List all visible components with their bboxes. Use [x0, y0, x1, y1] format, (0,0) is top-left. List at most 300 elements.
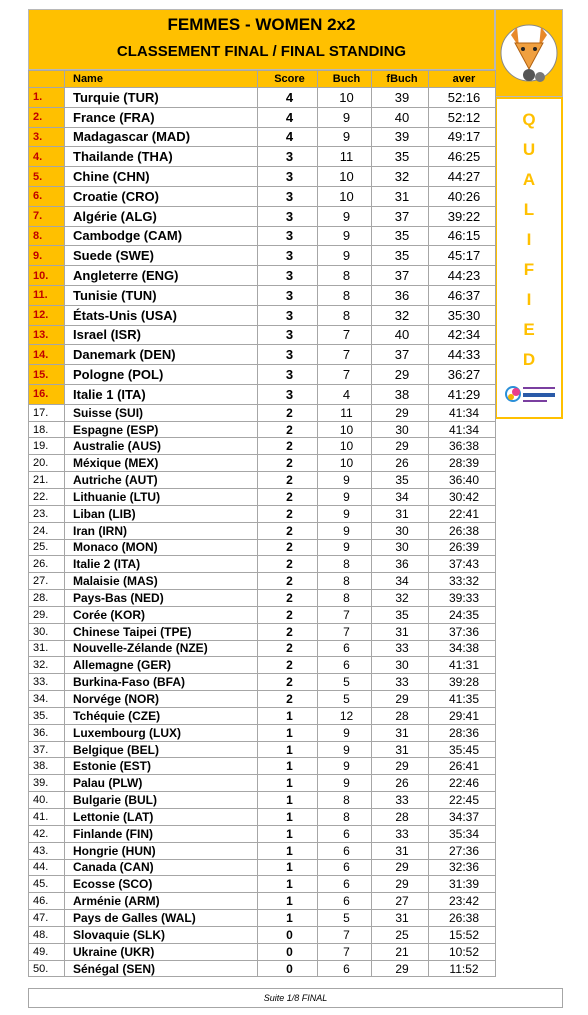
team-name: États-Unis (USA)	[65, 305, 258, 325]
buch-cell: 6	[318, 960, 372, 977]
fbuch-cell: 36	[372, 285, 429, 305]
score-cell: 3	[258, 365, 318, 385]
score-cell: 1	[258, 842, 318, 859]
buch-cell: 7	[318, 623, 372, 640]
buch-cell: 9	[318, 505, 372, 522]
buch-cell: 5	[318, 691, 372, 708]
table-row	[29, 657, 496, 674]
fbuch-cell: 33	[372, 825, 429, 842]
rank-cell: 20.	[29, 455, 65, 472]
table-row	[29, 556, 496, 573]
score-cell: 4	[258, 88, 318, 108]
rank-cell: 42.	[29, 825, 65, 842]
table-row	[29, 640, 496, 657]
team-name: Finlande (FIN)	[65, 825, 258, 842]
score-cell: 1	[258, 792, 318, 809]
aver-cell: 26:41	[429, 758, 496, 775]
rank-cell: 11.	[29, 285, 65, 305]
aver-header: aver	[429, 71, 496, 88]
aver-cell: 26:38	[429, 522, 496, 539]
table-row	[29, 455, 496, 472]
buch-cell: 9	[318, 724, 372, 741]
table-row	[29, 285, 496, 305]
aver-cell: 36:40	[429, 472, 496, 489]
score-cell: 1	[258, 741, 318, 758]
score-cell: 2	[258, 657, 318, 674]
score-cell: 4	[258, 107, 318, 127]
fbuch-cell: 29	[372, 876, 429, 893]
fbuch-cell: 37	[372, 345, 429, 365]
buch-cell: 9	[318, 246, 372, 266]
rank-cell: 45.	[29, 876, 65, 893]
team-name: Turquie (TUR)	[65, 88, 258, 108]
team-name: Hongrie (HUN)	[65, 842, 258, 859]
buch-cell: 8	[318, 590, 372, 607]
team-name: Suisse (SUI)	[65, 404, 258, 421]
table-row	[29, 127, 496, 147]
fbuch-cell: 30	[372, 539, 429, 556]
aver-cell: 44:23	[429, 266, 496, 286]
team-name: Canada (CAN)	[65, 859, 258, 876]
fbuch-cell: 29	[372, 960, 429, 977]
rank-cell: 33.	[29, 674, 65, 691]
title-banner	[28, 9, 495, 70]
score-cell: 0	[258, 943, 318, 960]
rank-cell: 2.	[29, 107, 65, 127]
rank-cell: 18.	[29, 421, 65, 438]
rank-cell: 29.	[29, 606, 65, 623]
rank-cell: 15.	[29, 365, 65, 385]
team-name: Slovaquie (SLK)	[65, 926, 258, 943]
buch-cell: 9	[318, 741, 372, 758]
score-cell: 3	[258, 384, 318, 404]
team-name: Norvége (NOR)	[65, 691, 258, 708]
aver-cell: 36:38	[429, 438, 496, 455]
page-subtitle: CLASSEMENT FINAL / FINAL STANDING	[116, 43, 407, 60]
page-title: FEMMES - WOMEN 2x2	[167, 15, 356, 34]
qualified-panel	[495, 97, 563, 419]
rank-header	[29, 71, 65, 88]
table-row	[29, 674, 496, 691]
team-name: Sénégal (SEN)	[65, 960, 258, 977]
footer-note: Suite 1/8 FINAL	[28, 988, 563, 1008]
aver-cell: 34:38	[429, 640, 496, 657]
score-cell: 0	[258, 926, 318, 943]
score-cell: 2	[258, 488, 318, 505]
team-name: Croatie (CRO)	[65, 186, 258, 206]
fbuch-cell: 35	[372, 226, 429, 246]
table-row	[29, 573, 496, 590]
table-row	[29, 539, 496, 556]
team-name: Algérie (ALG)	[65, 206, 258, 226]
aver-cell: 27:36	[429, 842, 496, 859]
rank-cell: 43.	[29, 842, 65, 859]
rank-cell: 26.	[29, 556, 65, 573]
rank-cell: 16.	[29, 384, 65, 404]
team-name: Iran (IRN)	[65, 522, 258, 539]
table-row	[29, 809, 496, 826]
buch-cell: 8	[318, 285, 372, 305]
standings-body	[29, 88, 496, 977]
table-row	[29, 266, 496, 286]
rank-cell: 39.	[29, 775, 65, 792]
rank-cell: 50.	[29, 960, 65, 977]
aver-cell: 35:30	[429, 305, 496, 325]
rank-cell: 23.	[29, 505, 65, 522]
buch-cell: 6	[318, 876, 372, 893]
rank-cell: 41.	[29, 809, 65, 826]
team-name: Méxique (MEX)	[65, 455, 258, 472]
table-row	[29, 206, 496, 226]
buch-cell: 12	[318, 707, 372, 724]
aver-cell: 34:37	[429, 809, 496, 826]
score-cell: 2	[258, 438, 318, 455]
aver-cell: 23:42	[429, 893, 496, 910]
score-cell: 1	[258, 910, 318, 927]
team-name: Ukraine (UKR)	[65, 943, 258, 960]
aver-cell: 29:41	[429, 707, 496, 724]
fbuch-cell: 31	[372, 910, 429, 927]
fbuch-cell: 40	[372, 325, 429, 345]
buch-cell: 9	[318, 206, 372, 226]
fbuch-cell: 31	[372, 842, 429, 859]
fbuch-cell: 31	[372, 186, 429, 206]
fbuch-header: fBuch	[372, 71, 429, 88]
aver-cell: 41:34	[429, 421, 496, 438]
table-row	[29, 724, 496, 741]
score-cell: 3	[258, 167, 318, 187]
score-cell: 2	[258, 472, 318, 489]
table-row	[29, 691, 496, 708]
fbuch-cell: 39	[372, 127, 429, 147]
team-name: Nouvelle-Zélande (NZE)	[65, 640, 258, 657]
aver-cell: 44:27	[429, 167, 496, 187]
score-cell: 2	[258, 590, 318, 607]
team-name: Liban (LIB)	[65, 505, 258, 522]
aver-cell: 41:34	[429, 404, 496, 421]
buch-cell: 7	[318, 365, 372, 385]
fbuch-cell: 30	[372, 657, 429, 674]
score-cell: 2	[258, 623, 318, 640]
buch-cell: 7	[318, 345, 372, 365]
rank-cell: 24.	[29, 522, 65, 539]
score-cell: 2	[258, 640, 318, 657]
aver-cell: 39:33	[429, 590, 496, 607]
buch-cell: 8	[318, 573, 372, 590]
rank-cell: 30.	[29, 623, 65, 640]
team-name: Australie (AUS)	[65, 438, 258, 455]
team-name: Chine (CHN)	[65, 167, 258, 187]
score-cell: 2	[258, 421, 318, 438]
buch-cell: 11	[318, 147, 372, 167]
rank-cell: 49.	[29, 943, 65, 960]
buch-cell: 10	[318, 438, 372, 455]
team-name: Lettonie (LAT)	[65, 809, 258, 826]
buch-cell: 8	[318, 305, 372, 325]
fbuch-cell: 34	[372, 573, 429, 590]
buch-cell: 8	[318, 809, 372, 826]
aver-cell: 33:32	[429, 573, 496, 590]
score-cell: 3	[258, 325, 318, 345]
aver-cell: 26:39	[429, 539, 496, 556]
fbuch-cell: 28	[372, 707, 429, 724]
table-header-row	[29, 71, 496, 88]
score-cell: 3	[258, 186, 318, 206]
name-header: Name	[65, 71, 258, 88]
table-row	[29, 775, 496, 792]
aver-cell: 22:46	[429, 775, 496, 792]
rank-cell: 3.	[29, 127, 65, 147]
score-cell: 1	[258, 758, 318, 775]
team-name: Pologne (POL)	[65, 365, 258, 385]
rank-cell: 22.	[29, 488, 65, 505]
table-row	[29, 606, 496, 623]
team-name: Estonie (EST)	[65, 758, 258, 775]
buch-cell: 4	[318, 384, 372, 404]
table-row	[29, 472, 496, 489]
table-row	[29, 792, 496, 809]
rank-cell: 12.	[29, 305, 65, 325]
buch-cell: 8	[318, 266, 372, 286]
fbuch-cell: 29	[372, 365, 429, 385]
aver-cell: 46:37	[429, 285, 496, 305]
table-row	[29, 859, 496, 876]
fbuch-cell: 38	[372, 384, 429, 404]
aver-cell: 28:39	[429, 455, 496, 472]
team-name: Lithuanie (LTU)	[65, 488, 258, 505]
buch-cell: 5	[318, 910, 372, 927]
buch-cell: 9	[318, 107, 372, 127]
score-cell: 2	[258, 691, 318, 708]
score-cell: 2	[258, 573, 318, 590]
score-cell: 2	[258, 539, 318, 556]
score-cell: 4	[258, 127, 318, 147]
fbuch-cell: 25	[372, 926, 429, 943]
buch-cell: 10	[318, 88, 372, 108]
fbuch-cell: 33	[372, 792, 429, 809]
rank-cell: 38.	[29, 758, 65, 775]
aver-cell: 35:45	[429, 741, 496, 758]
team-name: Burkina-Faso (BFA)	[65, 674, 258, 691]
score-cell: 1	[258, 893, 318, 910]
score-cell: 3	[258, 246, 318, 266]
fbuch-cell: 26	[372, 775, 429, 792]
table-row	[29, 438, 496, 455]
buch-cell: 9	[318, 539, 372, 556]
team-name: Corée (KOR)	[65, 606, 258, 623]
aver-cell: 39:22	[429, 206, 496, 226]
aver-cell: 32:36	[429, 859, 496, 876]
score-cell: 3	[258, 285, 318, 305]
buch-cell: 6	[318, 640, 372, 657]
team-name: Danemark (DEN)	[65, 345, 258, 365]
buch-cell: 9	[318, 758, 372, 775]
score-cell: 2	[258, 455, 318, 472]
aver-cell: 40:26	[429, 186, 496, 206]
aver-cell: 44:33	[429, 345, 496, 365]
rank-cell: 13.	[29, 325, 65, 345]
buch-cell: 7	[318, 926, 372, 943]
table-row	[29, 960, 496, 977]
table-row	[29, 325, 496, 345]
team-name: Monaco (MON)	[65, 539, 258, 556]
aver-cell: 11:52	[429, 960, 496, 977]
rank-cell: 25.	[29, 539, 65, 556]
table-row	[29, 876, 496, 893]
table-row	[29, 88, 496, 108]
rank-cell: 9.	[29, 246, 65, 266]
aver-cell: 46:25	[429, 147, 496, 167]
rank-cell: 44.	[29, 859, 65, 876]
fbuch-cell: 30	[372, 421, 429, 438]
buch-cell: 8	[318, 556, 372, 573]
aver-cell: 41:35	[429, 691, 496, 708]
fbuch-cell: 35	[372, 147, 429, 167]
table-row	[29, 107, 496, 127]
fbuch-cell: 35	[372, 246, 429, 266]
team-name: Italie 2 (ITA)	[65, 556, 258, 573]
aver-cell: 22:41	[429, 505, 496, 522]
rank-cell: 37.	[29, 741, 65, 758]
table-row	[29, 707, 496, 724]
score-cell: 3	[258, 206, 318, 226]
fbuch-cell: 29	[372, 691, 429, 708]
fbuch-cell: 21	[372, 943, 429, 960]
buch-cell: 9	[318, 127, 372, 147]
score-cell: 2	[258, 404, 318, 421]
fbuch-cell: 39	[372, 88, 429, 108]
buch-cell: 10	[318, 167, 372, 187]
table-row	[29, 488, 496, 505]
rank-cell: 47.	[29, 910, 65, 927]
score-cell: 2	[258, 505, 318, 522]
fbuch-cell: 35	[372, 472, 429, 489]
team-name: Angleterre (ENG)	[65, 266, 258, 286]
table-row	[29, 893, 496, 910]
buch-cell: 10	[318, 186, 372, 206]
table-row	[29, 305, 496, 325]
team-name: Ecosse (SCO)	[65, 876, 258, 893]
table-row	[29, 404, 496, 421]
rank-cell: 19.	[29, 438, 65, 455]
score-header: Score	[258, 71, 318, 88]
score-cell: 0	[258, 960, 318, 977]
rank-cell: 46.	[29, 893, 65, 910]
score-cell: 3	[258, 147, 318, 167]
buch-cell: 9	[318, 472, 372, 489]
aver-cell: 10:52	[429, 943, 496, 960]
team-name: Autriche (AUT)	[65, 472, 258, 489]
table-row	[29, 421, 496, 438]
aver-cell: 39:28	[429, 674, 496, 691]
aver-cell: 37:36	[429, 623, 496, 640]
standings-sheet	[28, 9, 563, 1008]
rank-cell: 27.	[29, 573, 65, 590]
fbuch-cell: 32	[372, 167, 429, 187]
fbuch-cell: 37	[372, 266, 429, 286]
table-row	[29, 226, 496, 246]
table-row	[29, 345, 496, 365]
buch-cell: 7	[318, 943, 372, 960]
table-row	[29, 926, 496, 943]
rank-cell: 6.	[29, 186, 65, 206]
fbuch-cell: 29	[372, 404, 429, 421]
table-row	[29, 842, 496, 859]
team-name: Madagascar (MAD)	[65, 127, 258, 147]
aver-cell: 45:17	[429, 246, 496, 266]
table-row	[29, 167, 496, 187]
buch-cell: 9	[318, 522, 372, 539]
score-cell: 1	[258, 724, 318, 741]
fbuch-cell: 40	[372, 107, 429, 127]
table-row	[29, 505, 496, 522]
aver-cell: 28:36	[429, 724, 496, 741]
team-name: Pays de Galles (WAL)	[65, 910, 258, 927]
aver-cell: 30:42	[429, 488, 496, 505]
fbuch-cell: 30	[372, 522, 429, 539]
aver-cell: 41:31	[429, 657, 496, 674]
team-name: Espagne (ESP)	[65, 421, 258, 438]
fbuch-cell: 37	[372, 206, 429, 226]
aver-cell: 49:17	[429, 127, 496, 147]
buch-header: Buch	[318, 71, 372, 88]
rank-cell: 1.	[29, 88, 65, 108]
rank-cell: 14.	[29, 345, 65, 365]
buch-cell: 11	[318, 404, 372, 421]
rank-cell: 21.	[29, 472, 65, 489]
buch-cell: 8	[318, 792, 372, 809]
score-cell: 2	[258, 606, 318, 623]
buch-cell: 6	[318, 825, 372, 842]
rank-cell: 17.	[29, 404, 65, 421]
fbuch-cell: 29	[372, 758, 429, 775]
buch-cell: 6	[318, 893, 372, 910]
score-cell: 3	[258, 226, 318, 246]
table-row	[29, 910, 496, 927]
aver-cell: 41:29	[429, 384, 496, 404]
table-row	[29, 741, 496, 758]
team-name: Suede (SWE)	[65, 246, 258, 266]
table-row	[29, 365, 496, 385]
rank-cell: 28.	[29, 590, 65, 607]
team-name: Thailande (THA)	[65, 147, 258, 167]
team-name: Belgique (BEL)	[65, 741, 258, 758]
team-name: Palau (PLW)	[65, 775, 258, 792]
fbuch-cell: 36	[372, 556, 429, 573]
buch-cell: 6	[318, 657, 372, 674]
rank-cell: 7.	[29, 206, 65, 226]
score-cell: 3	[258, 266, 318, 286]
buch-cell: 7	[318, 606, 372, 623]
fbuch-cell: 31	[372, 741, 429, 758]
team-name: Chinese Taipei (TPE)	[65, 623, 258, 640]
rank-cell: 32.	[29, 657, 65, 674]
rank-cell: 36.	[29, 724, 65, 741]
fbuch-cell: 27	[372, 893, 429, 910]
aver-cell: 37:43	[429, 556, 496, 573]
team-name: France (FRA)	[65, 107, 258, 127]
aver-cell: 26:38	[429, 910, 496, 927]
team-name: Luxembourg (LUX)	[65, 724, 258, 741]
rank-cell: 48.	[29, 926, 65, 943]
aver-cell: 42:34	[429, 325, 496, 345]
aver-cell: 35:34	[429, 825, 496, 842]
table-row	[29, 186, 496, 206]
table-row	[29, 623, 496, 640]
rank-cell: 40.	[29, 792, 65, 809]
standings-table	[28, 70, 496, 977]
rank-cell: 10.	[29, 266, 65, 286]
